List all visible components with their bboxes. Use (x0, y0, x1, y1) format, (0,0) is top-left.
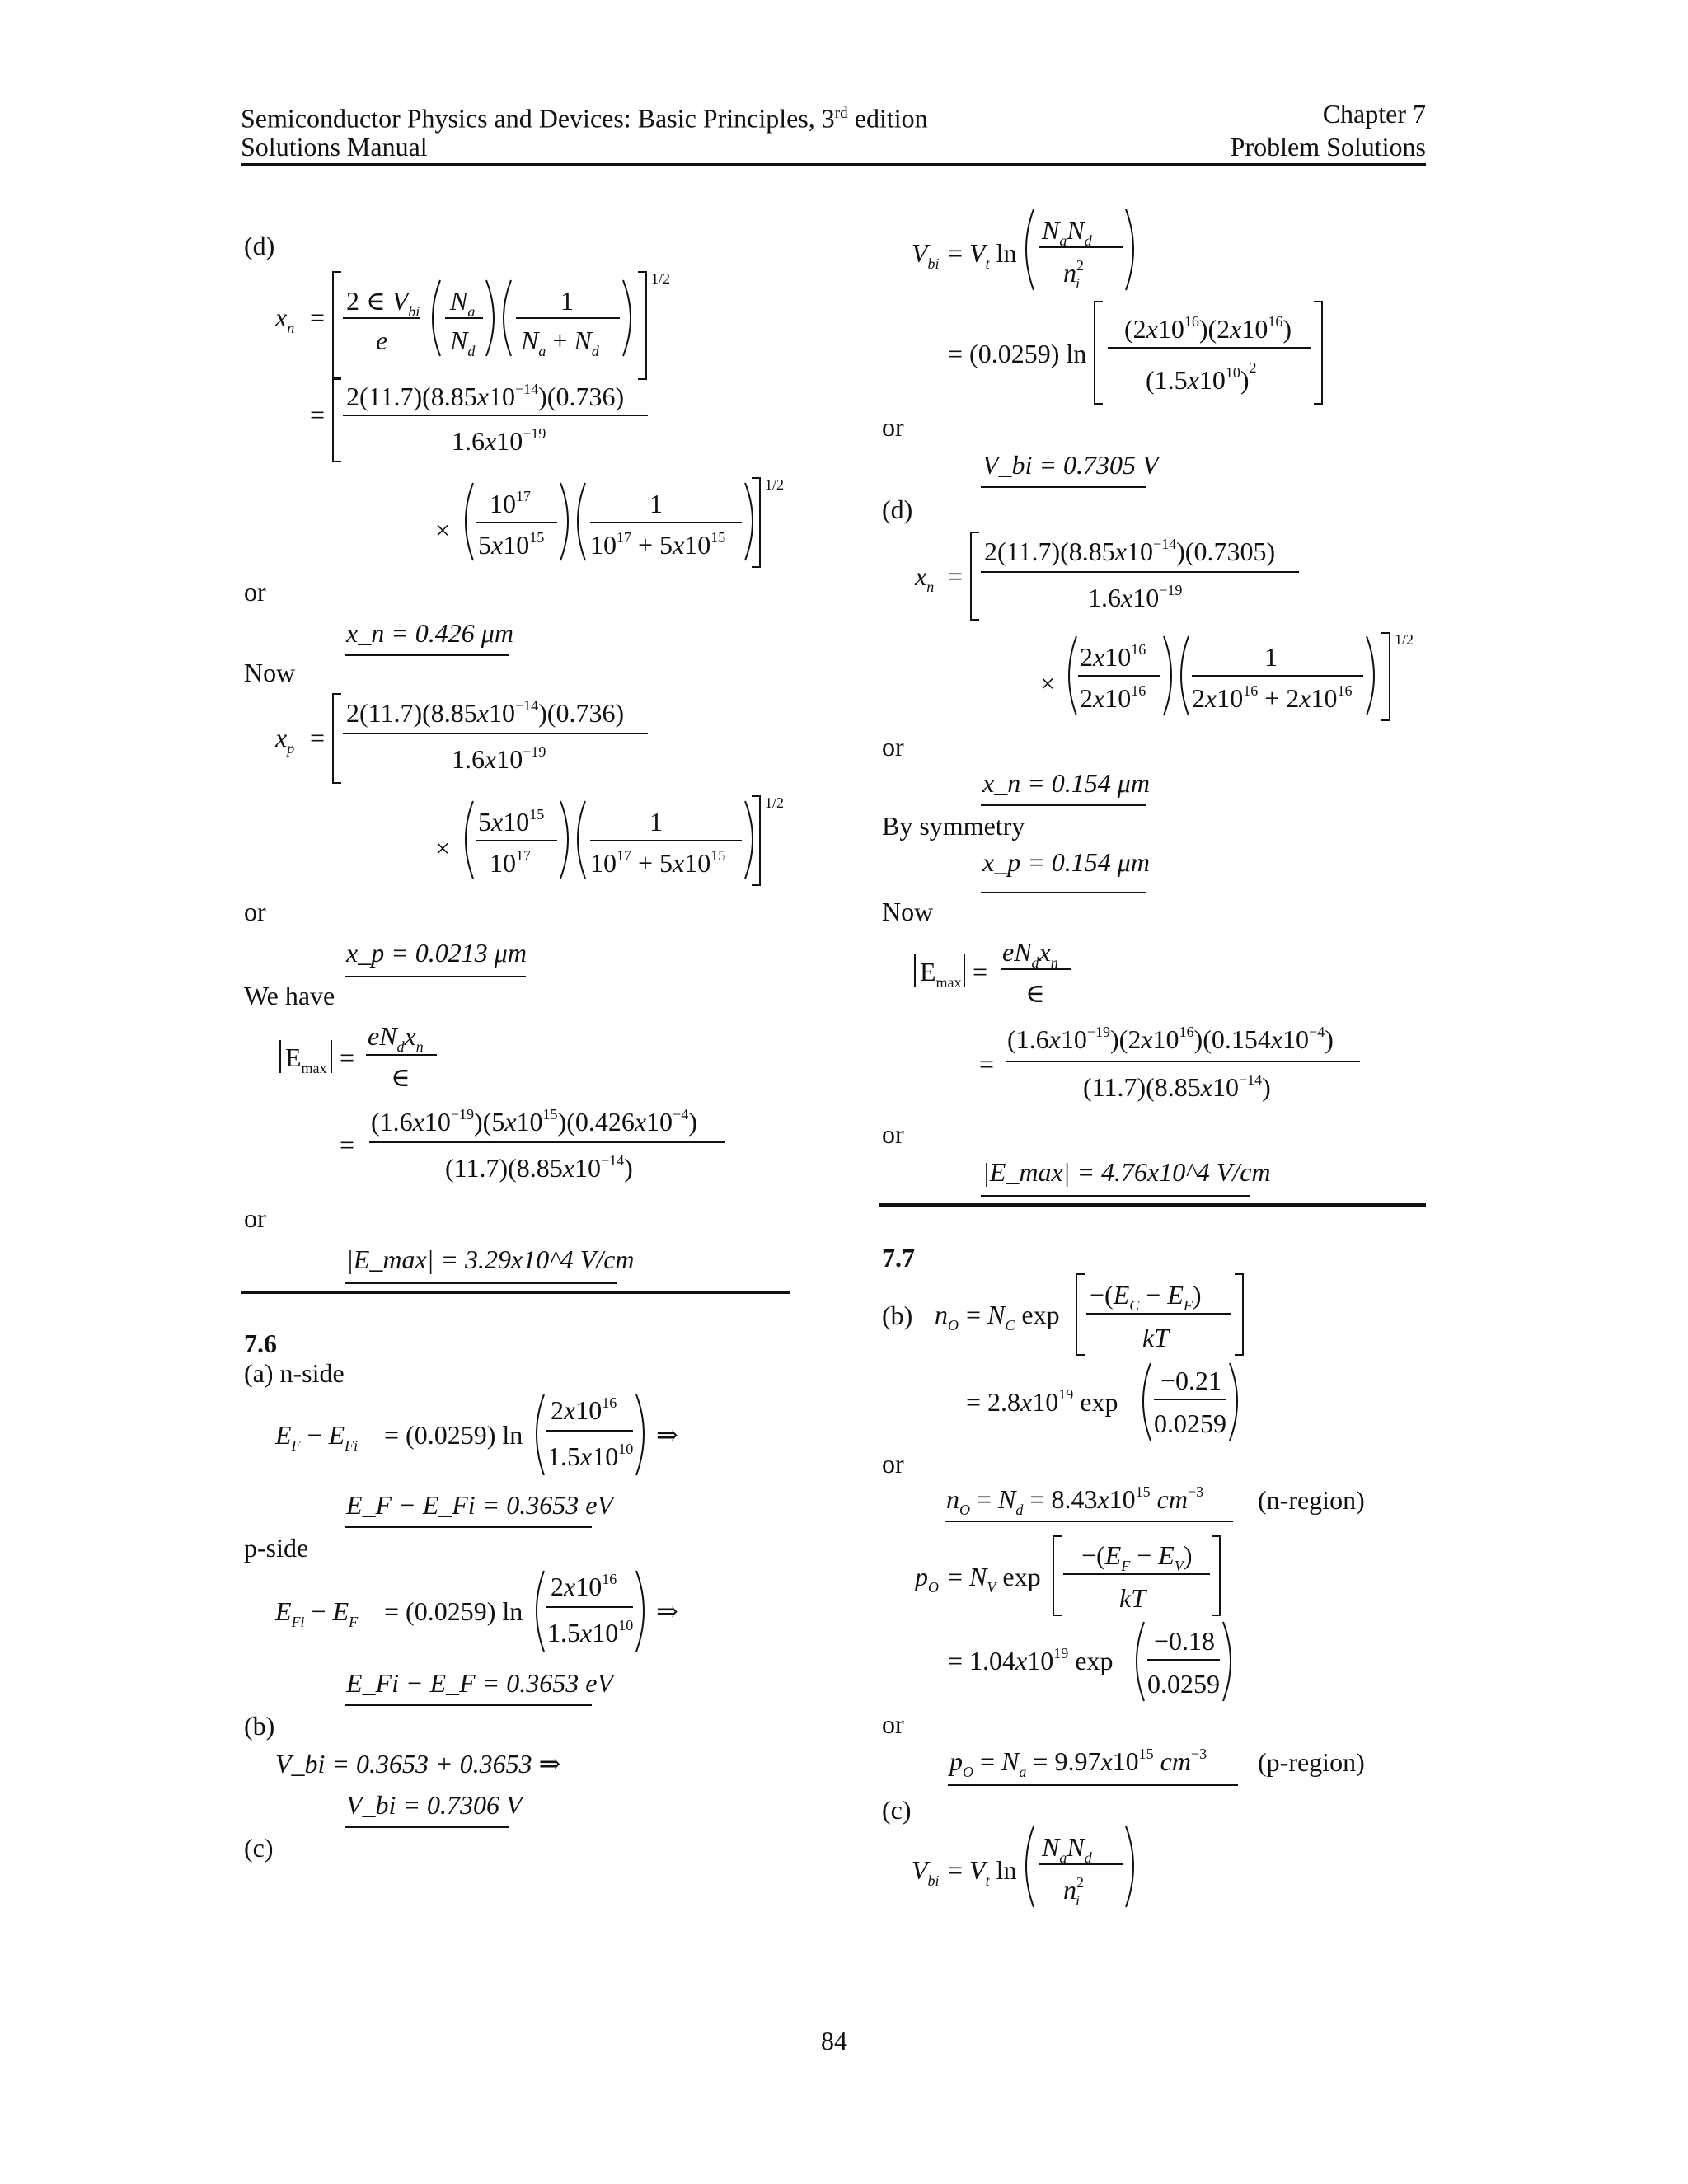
svg-text:xn: $x_n$ (915, 561, 935, 595)
by-symmetry-label: By symmetry (882, 811, 1025, 841)
svg-text:kT: kT (1142, 1323, 1169, 1352)
svg-text:2(11.7)(8.85x10−14)(0.7305): $2(11.7)(8.85x10^{-14})(0.7305)$ (984, 536, 1276, 566)
problem-solutions-label: Problem Solutions (1230, 132, 1426, 162)
or-label: or (882, 1119, 904, 1149)
or-label: or (244, 897, 266, 926)
part-d-label: (d) (882, 494, 913, 524)
svg-text:−(EF − EV): $-(E_F - E_V)$ (1081, 1540, 1193, 1574)
svg-text:⇒: ⇒ (656, 1596, 678, 1626)
svg-text:1.6x10−19: $1.6x10^{-19}$ (452, 743, 546, 774)
svg-text:(1.6x10−19)(2x1016)(0.154x10−4: $(1.6x10^{-19})(2x10^{16})(0.154x10^{-4})$ (1007, 1024, 1334, 1054)
svg-text:NaNd: $N_aN_d$ (1042, 1832, 1092, 1866)
svg-text:0.0259: 0.0259 (1147, 1669, 1220, 1699)
svg-text:= Vt ln: = $V_t$ ln (948, 1855, 1017, 1889)
part-b-label: (b) (244, 1711, 275, 1741)
xn-result: x_n = 0.426 μm (346, 618, 513, 648)
svg-text:∈: ∈ (1025, 978, 1045, 1008)
svg-text:(11.7)(8.85x10−14): $(11.7)(8.85x10^{-14})$ (445, 1152, 633, 1183)
svg-text:×: × (435, 833, 451, 863)
svg-text:=: = (340, 1130, 355, 1160)
svg-text:1/2: 1/2 (651, 270, 671, 287)
vbi-result: V_bi = 0.7305 V (982, 450, 1159, 480)
svg-text:nO = Nd = 8.43x1015 cm−3: $n_O = N_d = 8.43x10^{15}$ $cm^{-3}$ (946, 1483, 1204, 1518)
svg-text:= NC exp: = $N_C$ exp (966, 1300, 1060, 1333)
svg-text:2(11.7)(8.85x10−14)(0.736): $2(11.7)(8.85x10^{-14})(0.736)$ (346, 697, 625, 728)
svg-text:1: 1 (649, 807, 663, 837)
emax-result: |E_max| = 4.76x10^4 V/cm (982, 1157, 1271, 1187)
svg-text:1.6x10−19: $1.6x10^{-19}$ (452, 425, 546, 456)
svg-text:e: e (376, 326, 388, 355)
problem-7-7-label: 7.7 (882, 1243, 915, 1272)
svg-text:1/2: 1/2 (765, 794, 785, 811)
svg-text:pO = Na = 9.97x1015 cm−3: $p_O = N_a = 9.97x10^{15}$ $cm^{-3}$ (950, 1746, 1207, 1780)
vbi-sum: V_bi = 0.3653 + 0.3653 ⇒ (275, 1749, 561, 1779)
svg-text:2(11.7)(8.85x10−14)(0.736): $2(11.7)(8.85x10^{-14})(0.736)$ (346, 381, 625, 411)
svg-text:1.6x10−19: $1.6x10^{-19}$ (1088, 582, 1183, 612)
svg-text:1017 + 5x1015: $10^{17} + 5x10^{15}$ (590, 847, 726, 878)
svg-text:1/2: 1/2 (765, 476, 785, 493)
svg-text:Emax: $E_{max}$ (920, 957, 962, 991)
now-label: Now (882, 897, 934, 926)
or-label: or (882, 1449, 904, 1479)
svg-text:Vbi: $V_{bi}$ (912, 1855, 940, 1889)
svg-text:×: × (435, 515, 451, 545)
svg-text:=: = (340, 1043, 355, 1072)
efi-ef-result: E_Fi − E_F = 0.3653 eV (346, 1668, 614, 1698)
svg-text:=: = (979, 1049, 995, 1079)
svg-text:2x1016: $2x10^{16}$ (1080, 682, 1146, 713)
svg-text:= 1.04x1019 exp: = $1.04x10^{19}$ exp (948, 1645, 1114, 1675)
svg-text:Na + Nd: $N_a + N_d$ (521, 326, 599, 359)
svg-text:∈: ∈ (391, 1062, 410, 1092)
svg-text:pO: $p_O$ (915, 1562, 939, 1596)
svg-text:(11.7)(8.85x10−14): $(11.7)(8.85x10^{-14})$ (1083, 1071, 1271, 1102)
chapter-label: Chapter 7 (1322, 99, 1426, 129)
part-c-label: (c) (882, 1795, 912, 1825)
or-label: or (882, 1709, 904, 1739)
svg-text:2x1016: $2x10^{16}$ (1080, 641, 1146, 672)
svg-text:2x1016: $2x10^{16}$ (551, 1394, 617, 1425)
svg-text:eNdxn: $eN_dx_n$ (368, 1021, 424, 1055)
svg-text:1.5x1010: $1.5x10^{10}$ (547, 1441, 634, 1471)
or-label: or (882, 412, 904, 442)
p-side-label: p-side (244, 1533, 309, 1563)
svg-text:Vbi: $V_{bi}$ (912, 238, 940, 272)
svg-text:−0.18: −0.18 (1154, 1626, 1216, 1656)
svg-text:=: = (948, 561, 964, 591)
svg-text:EFi − EF: $E_{Fi} - E_F$ (275, 1596, 359, 1630)
svg-text:Nd: $N_d$ (450, 326, 476, 359)
we-have-label: We have (244, 981, 335, 1010)
svg-text:eNdxn: $eN_dx_n$ (1002, 937, 1058, 971)
part-b-label: (b) (882, 1301, 913, 1330)
vbi-result: V_bi = 0.7306 V (346, 1790, 523, 1820)
svg-text:= (0.0259) ln: = (0.0259) ln (384, 1420, 523, 1450)
emax-result: |E_max| = 3.29x10^4 V/cm (346, 1244, 635, 1274)
svg-text:=: = (973, 957, 988, 987)
or-label: or (244, 577, 266, 607)
svg-text:1017: $10^{17}$ (490, 488, 531, 518)
svg-text:n2i: $n^2$ i (1063, 1874, 1084, 1909)
svg-text:2x1016: $2x10^{16}$ (551, 1571, 617, 1601)
svg-text:1: 1 (560, 286, 574, 316)
or-label: or (882, 732, 904, 762)
solutions-manual-label: Solutions Manual (241, 132, 428, 162)
svg-text:1017 + 5x1015: $10^{17} + 5x10^{15}$ (590, 529, 726, 560)
svg-text:= NV exp: = $N_V$ exp (948, 1562, 1041, 1596)
part-c-label: (c) (244, 1833, 274, 1863)
svg-text:−(EC − EF): $-(E_C - E_F)$ (1090, 1280, 1202, 1314)
svg-text:n2i: $n^2$ i (1063, 257, 1084, 292)
svg-text:nO: $n_O$ (935, 1300, 959, 1333)
svg-text:= 2.8x1019 exp: = $2.8x10^{19}$ exp (966, 1386, 1118, 1417)
svg-text:×: × (1040, 668, 1056, 698)
svg-text:1: 1 (1264, 642, 1278, 672)
xn-result: x_n = 0.154 μm (982, 768, 1150, 798)
svg-text:xn: $x_n$ (275, 302, 295, 336)
svg-text:1: 1 (649, 489, 663, 518)
svg-text:Na: $N_a$ (450, 286, 476, 320)
svg-text:5x1015: $5x10^{15}$ (478, 806, 545, 837)
svg-text:2 ∈ Vbi: 2 ∈ $V_{bi}$ (346, 286, 420, 320)
svg-text:2x1016 + 2x1016: $2x10^{16} + 2x10^{16}$ (1192, 682, 1353, 713)
svg-text:1017: $10^{17}$ (490, 847, 531, 878)
part-d-label: (d) (244, 231, 275, 260)
svg-text:EF − EFi: $E_F - E_{Fi}$ (275, 1420, 359, 1454)
now-label: Now (244, 658, 296, 687)
svg-text:= Vt ln: = $V_t$ ln (948, 238, 1017, 272)
problem-7-6-label: 7.6 (244, 1329, 277, 1358)
svg-text:NaNd: $N_aN_d$ (1042, 215, 1092, 249)
svg-text:(1.5x1010)2: $(1.5x10^{10})^2$ (1146, 359, 1257, 395)
svg-text:1/2: 1/2 (1395, 631, 1414, 648)
svg-text:=: = (310, 723, 326, 752)
page-number: 84 (821, 2026, 847, 2055)
xp-result: x_p = 0.154 μm (982, 847, 1150, 877)
svg-text:(2x1016)(2x1016): $(2x10^{16})(2x10^{16})$ (1124, 313, 1292, 344)
n-region-label: (n-region) (1258, 1485, 1365, 1515)
svg-text:xp: $x_p$ (275, 723, 295, 757)
p-region-label: (p-region) (1258, 1747, 1365, 1777)
svg-text:⇒: ⇒ (656, 1420, 678, 1450)
svg-text:(1.6x10−19)(5x1015)(0.426x10−4: $(1.6x10^{-19})(5x10^{15})(0.426x10^{-4})$ (371, 1106, 697, 1137)
part-a-label: (a) n-side (244, 1358, 345, 1388)
svg-text:0.0259: 0.0259 (1154, 1408, 1226, 1438)
svg-text:=: = (310, 400, 326, 429)
svg-text:=: = (310, 302, 326, 332)
book-title: Semiconductor Physics and Devices: Basic Principles, 3rd edition (241, 103, 928, 134)
svg-text:Emax: $E_{max}$ (285, 1043, 327, 1076)
svg-text:−0.21: −0.21 (1160, 1366, 1222, 1395)
svg-text:kT: kT (1119, 1583, 1146, 1613)
svg-text:= (0.0259) ln: = (0.0259) ln (948, 339, 1087, 368)
ef-efi-result: E_F − E_Fi = 0.3653 eV (346, 1490, 614, 1520)
or-label: or (244, 1203, 266, 1233)
svg-text:= (0.0259) ln: = (0.0259) ln (384, 1596, 523, 1626)
xp-result: x_p = 0.0213 μm (346, 938, 527, 968)
svg-text:5x1015: $5x10^{15}$ (478, 529, 545, 560)
svg-text:1.5x1010: $1.5x10^{10}$ (547, 1617, 634, 1647)
